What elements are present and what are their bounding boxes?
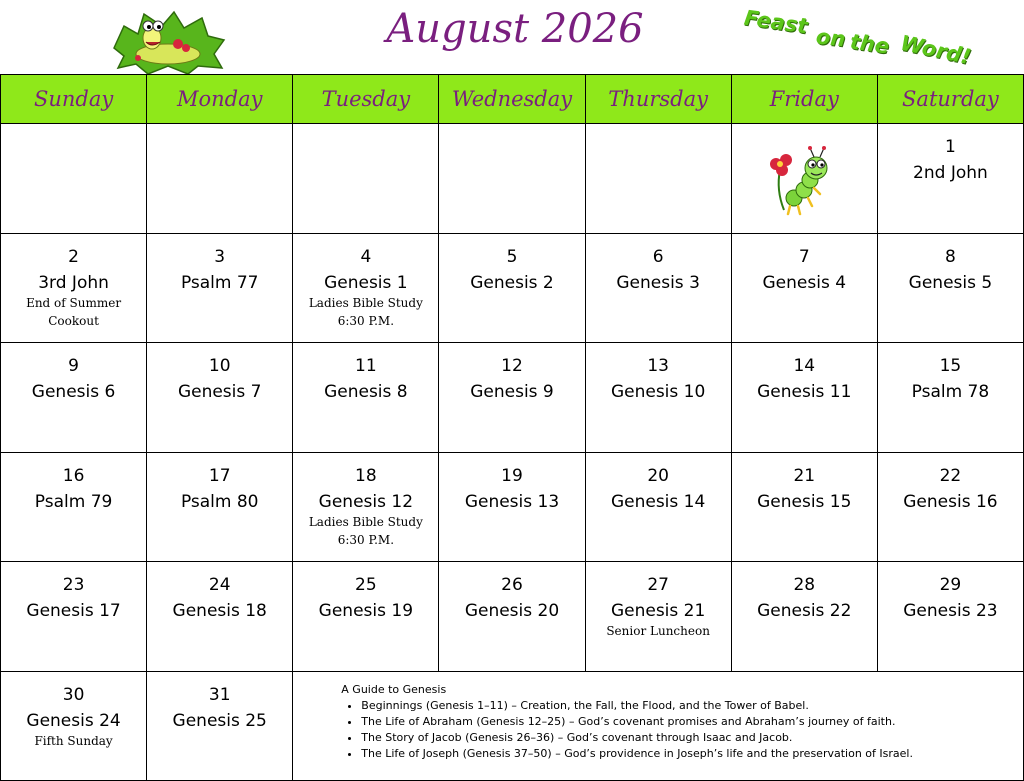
week-row — [1, 233, 1024, 343]
guide-item: • The Life of Abraham (Genesis 12–25) – God’s covenant promises and Abraham’s journey of faith. — [361, 714, 1023, 730]
guide-item: • The Story of Jacob (Genesis 26–36) – God’s covenant through Isaac and Jacob. — [361, 730, 1023, 746]
daily-reading: Genesis 1 — [324, 272, 408, 293]
day-cell — [585, 233, 731, 343]
daily-reading: Psalm 79 — [34, 491, 113, 512]
empty-day-cell — [585, 124, 731, 234]
day-number: 8 — [945, 246, 956, 267]
empty-day-cell — [731, 124, 877, 234]
day-cell — [731, 343, 877, 453]
slogan-word: Word! — [898, 30, 974, 70]
slogan-word: the — [848, 29, 891, 59]
day-number: 22 — [939, 465, 962, 486]
day-number: 13 — [647, 356, 669, 376]
day-number: 30 — [62, 684, 85, 705]
empty-day-cell — [147, 124, 293, 234]
daily-reading: Psalm 77 — [180, 272, 259, 293]
daily-reading: Genesis 4 — [762, 272, 847, 293]
day-cell — [147, 562, 293, 672]
guide-item: • The Life of Joseph (Genesis 37–50) – God’s providence in Joseph’s life and the preservation of Israel. — [361, 746, 1023, 762]
slogan-word: on — [814, 24, 847, 52]
event-note: Senior Luncheon — [606, 624, 710, 638]
genesis-guide — [293, 672, 1023, 762]
daily-reading: Genesis 20 — [464, 601, 560, 621]
day-number: 5 — [506, 246, 518, 267]
day-number: 29 — [939, 575, 962, 595]
day-cell — [1, 671, 147, 781]
day-number: 7 — [798, 246, 810, 267]
day-number: 26 — [501, 575, 523, 595]
day-number: 20 — [647, 465, 669, 486]
day-number: 28 — [793, 575, 816, 595]
day-number: 24 — [208, 575, 231, 595]
calendar-header — [0, 0, 1024, 76]
week-row — [1, 124, 1024, 234]
daily-reading: Genesis 21 — [610, 601, 706, 621]
empty-day-cell — [293, 124, 439, 234]
day-cell — [439, 343, 585, 453]
day-number: 18 — [355, 465, 377, 486]
day-cell — [293, 562, 439, 672]
guide-title: A Guide to Genesis — [341, 682, 447, 696]
daily-reading: Genesis 18 — [172, 601, 267, 621]
daily-reading: Genesis 11 — [757, 382, 852, 402]
daily-reading: Genesis 3 — [616, 272, 700, 293]
daily-reading: Genesis 6 — [31, 382, 116, 402]
day-cell — [439, 562, 585, 672]
day-cell — [147, 452, 293, 562]
weekday-thursday: Thursday — [585, 75, 731, 124]
day-number: 2 — [68, 246, 79, 267]
daily-reading: Genesis 2 — [470, 272, 554, 293]
weekday-wednesday: Wednesday — [439, 75, 585, 124]
empty-day-cell — [439, 124, 585, 234]
day-number: 25 — [355, 575, 377, 595]
day-number: 17 — [208, 465, 231, 486]
daily-reading: Genesis 8 — [324, 382, 408, 402]
day-number: 27 — [647, 575, 669, 595]
calendar-grid — [0, 74, 1024, 781]
week-row — [1, 671, 1024, 781]
day-number: 19 — [501, 465, 523, 486]
day-number: 12 — [501, 356, 523, 376]
daily-reading: Genesis 19 — [318, 601, 414, 621]
weekday-tuesday: Tuesday — [293, 75, 439, 124]
day-cell — [293, 452, 439, 562]
daily-reading: 3rd John — [38, 272, 109, 293]
daily-reading: Genesis 12 — [318, 491, 414, 512]
day-number: 16 — [62, 465, 85, 486]
guide-list — [341, 698, 1023, 762]
daily-reading: Psalm 80 — [180, 491, 259, 512]
day-cell — [1, 343, 147, 453]
daily-reading: Psalm 78 — [911, 382, 990, 402]
day-number: 6 — [652, 246, 664, 267]
daily-reading: Genesis 24 — [26, 710, 121, 731]
day-cell — [1, 562, 147, 672]
day-number: 9 — [68, 356, 79, 376]
day-number: 21 — [793, 465, 816, 486]
event-note: End of Summer — [26, 295, 122, 310]
daily-reading: Genesis 14 — [610, 491, 706, 512]
day-cell — [731, 562, 877, 672]
day-cell — [293, 343, 439, 453]
daily-reading: Genesis 5 — [908, 272, 993, 293]
day-cell — [877, 343, 1023, 453]
event-note: 6:30 P.M. — [337, 313, 395, 328]
day-cell — [877, 124, 1023, 234]
daily-reading: Genesis 9 — [470, 382, 554, 402]
daily-reading: Genesis 13 — [464, 491, 560, 512]
weekday-sunday: Sunday — [1, 75, 147, 124]
day-cell — [1, 233, 147, 343]
daily-reading: Genesis 15 — [757, 491, 852, 512]
day-cell — [877, 233, 1023, 343]
caterpillar-flower-icon — [764, 140, 844, 220]
day-number: 14 — [793, 356, 816, 376]
daily-reading: 2nd John — [913, 163, 988, 183]
daily-reading: Genesis 23 — [903, 601, 998, 621]
event-note: Fifth Sunday — [34, 733, 113, 748]
day-cell — [147, 671, 293, 781]
day-cell — [147, 343, 293, 453]
day-cell — [439, 233, 585, 343]
day-number: 4 — [360, 246, 372, 267]
month-title: August 2026 — [386, 6, 644, 52]
genesis-guide-cell — [293, 671, 1024, 781]
event-note: Cookout — [48, 313, 99, 328]
event-note: 6:30 P.M. — [337, 532, 395, 547]
day-cell — [439, 452, 585, 562]
slogan — [742, 4, 982, 68]
daily-reading: Genesis 22 — [757, 601, 852, 621]
day-number: 3 — [214, 246, 226, 267]
daily-reading: Genesis 17 — [26, 601, 121, 621]
day-cell — [585, 452, 731, 562]
day-cell — [293, 233, 439, 343]
day-number: 15 — [939, 356, 962, 376]
week-row — [1, 562, 1024, 672]
day-cell — [877, 562, 1023, 672]
guide-item: • Beginnings (Genesis 1–11) – Creation, the Fall, the Flood, and the Tower of Babel. — [361, 698, 1023, 714]
day-number: 10 — [208, 356, 231, 376]
day-cell — [585, 343, 731, 453]
day-cell — [877, 452, 1023, 562]
empty-day-cell — [1, 124, 147, 234]
event-note: Ladies Bible Study — [308, 295, 423, 310]
day-cell — [585, 562, 731, 672]
day-cell — [147, 233, 293, 343]
week-row — [1, 452, 1024, 562]
day-cell — [731, 233, 877, 343]
day-number: 11 — [355, 356, 377, 376]
caterpillar-bookworm-icon — [108, 8, 228, 76]
weekday-header-row — [1, 75, 1024, 124]
weekday-monday: Monday — [147, 75, 293, 124]
day-number: 1 — [945, 137, 956, 157]
daily-reading: Genesis 16 — [903, 491, 998, 512]
day-number: 31 — [208, 684, 231, 705]
weekday-friday: Friday — [731, 75, 877, 124]
event-note: Ladies Bible Study — [308, 514, 423, 529]
day-cell — [731, 452, 877, 562]
weekday-saturday: Saturday — [877, 75, 1023, 124]
daily-reading: Genesis 10 — [610, 382, 706, 402]
week-row — [1, 343, 1024, 453]
day-cell — [1, 452, 147, 562]
daily-reading: Genesis 25 — [172, 710, 267, 731]
daily-reading: Genesis 7 — [177, 382, 262, 402]
day-number: 23 — [62, 575, 85, 595]
slogan-word: Feast — [742, 5, 810, 39]
